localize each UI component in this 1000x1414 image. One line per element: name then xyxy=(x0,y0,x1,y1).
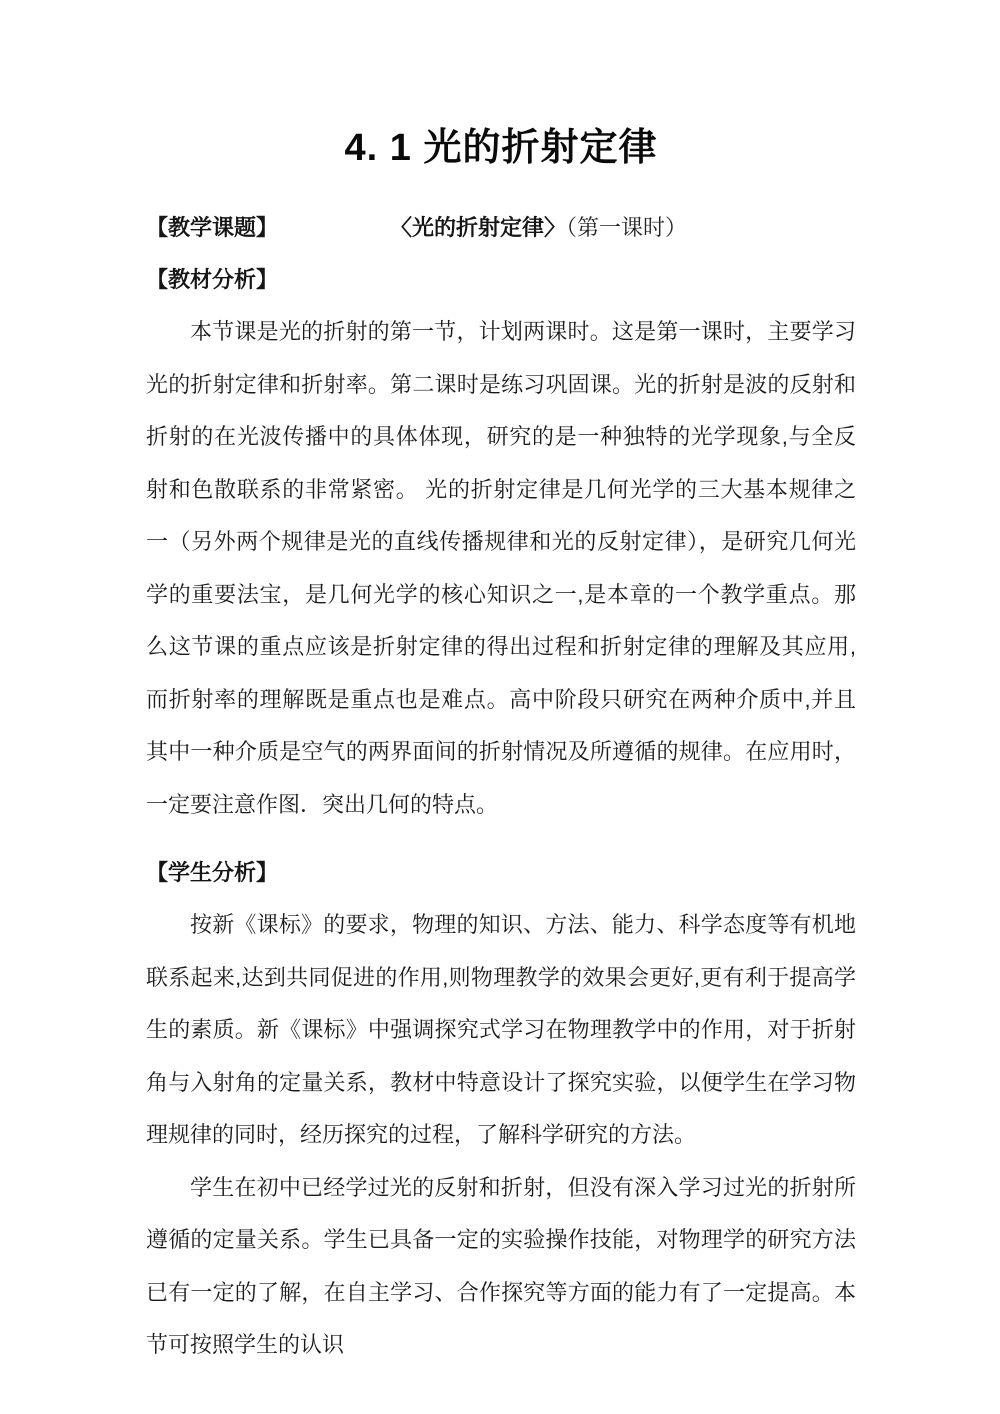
course-topic-session: （第一课时） xyxy=(566,215,688,240)
course-topic-title: 〈光的折射定律〉 xyxy=(401,215,567,240)
section-heading-student-analysis: 【学生分析】 xyxy=(146,860,279,885)
page-title: 4. 1 光的折射定律 xyxy=(344,127,658,169)
course-topic-line xyxy=(146,202,856,254)
student-analysis-paragraph-1: 按新《课标》的要求，物理的知识、方法、能力、科学态度等有机地联系起来,达到共同促进的作用,则物理教学的效果会更好,更有利于提高学生的素质。新《课标》中强调探究式学习在物理教学中的作用，对于折射角与入射角的定量关系，教材中特意设计了探究实验，以便学生在学习物理规律的同时，经历探究的过程，了解科学研究的方法。 xyxy=(146,912,856,1147)
course-topic-label: 【教学课题】 xyxy=(146,215,279,240)
student-analysis-paragraph-2: 学生在初中已经学过光的反射和折射，但没有深入学习过光的折射所遵循的定量关系。学生已具备一定的实验操作技能，对物理学的研究方法已有一定的了解，在自主学习、合作探究等方面的能力有了一定提高。本节可按照学生的认识 xyxy=(146,1174,856,1357)
section-heading-material-analysis: 【教材分析】 xyxy=(146,267,279,292)
material-analysis-paragraph: 本节课是光的折射的第一节，计划两课时。这是第一课时，主要学习光的折射定律和折射率。第二课时是练习巩固课。光的折射是波的反射和折射的在光波传播中的具体体现，研究的是一种独特的光学现象,与全反射和色散联系的非常紧密。 光的折射定律是几何光学的三大基本规律之一（另外两个规律是光的直线传播规律和光的反射定律），是研究几何光学的重要法宝，是几何光学的核心知识之一,是本章的一个教学重点。那么这节课的重点应该是折射定律的得出过程和折射定律的理解及其应用,而折射率的理解既是重点也是难点。高中阶段只研究在两种介质中,并且其中一种介质是空气的两界面间的折射情况及所遵循的规律。在应用时，一定要注意作图．突出几何的特点。 xyxy=(146,319,856,817)
